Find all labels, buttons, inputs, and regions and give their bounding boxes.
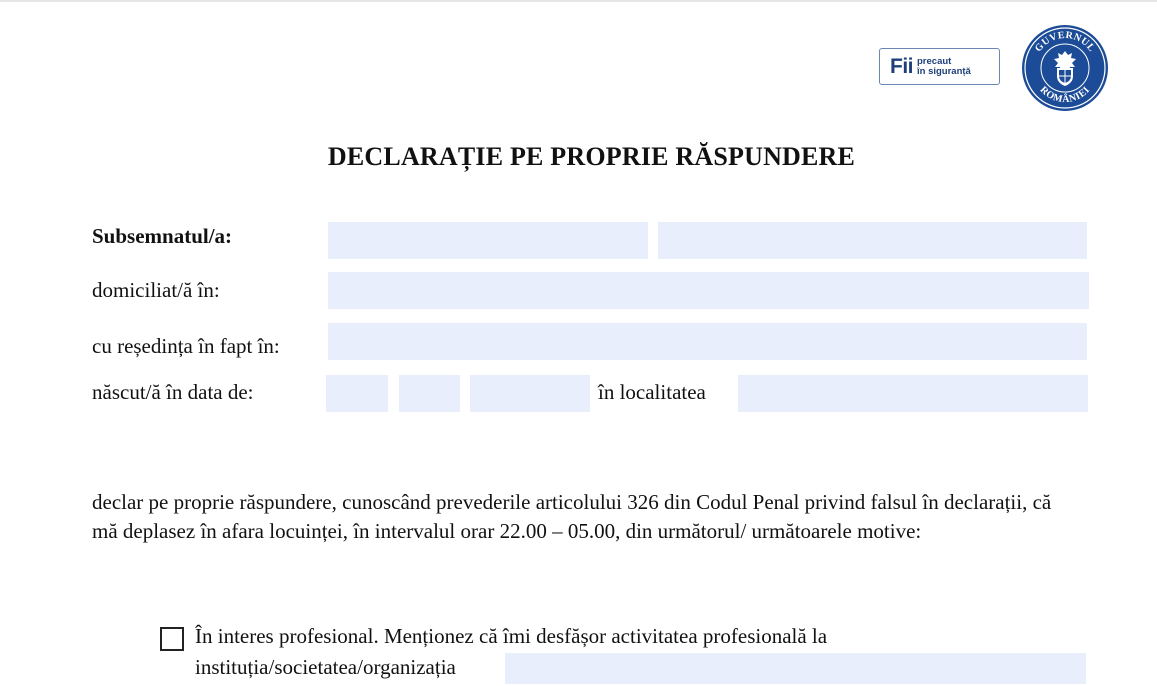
last-name-field[interactable]	[328, 222, 648, 259]
resedinta-label: cu reședința în fapt în:	[92, 334, 280, 358]
birth-day-field[interactable]	[326, 375, 388, 412]
option-line-1: În interes profesional. Menționez că îmi desfășor activitatea profesională la	[195, 624, 828, 648]
nascut-label: născut/ă în data de:	[92, 380, 254, 404]
birth-locality-field[interactable]	[738, 375, 1088, 412]
government-seal-logo	[1021, 24, 1109, 112]
first-name-field[interactable]	[658, 222, 1087, 259]
birth-month-field[interactable]	[399, 375, 460, 412]
birth-year-field[interactable]	[470, 375, 590, 412]
domiciliat-label: domiciliat/ă în:	[92, 278, 220, 302]
svg-text:ROMÂNIEI: ROMÂNIEI	[1037, 84, 1093, 106]
badge-caption	[917, 57, 971, 77]
svg-text:GUVERNUL: GUVERNUL	[1032, 29, 1098, 55]
domicile-address-field[interactable]	[328, 272, 1089, 309]
localitatea-label: în localitatea	[598, 380, 706, 404]
document-title: DECLARAȚIE PE PROPRIE RĂSPUNDERE	[327, 142, 856, 171]
fii-precaut-badge	[879, 48, 1000, 85]
badge-line-1: precaut	[917, 55, 952, 67]
professional-interest-checkbox[interactable]	[160, 627, 184, 651]
option-line-2: instituția/societatea/organizația	[195, 655, 456, 679]
declaration-paragraph: declar pe proprie răspundere, cunoscând prevederile articolului 326 din Codul Penal privind falsul în declarații, că mă deplasez în afara locuinței, în intervalul orar 22.00 – 05.00, din următorul/ următoarele motive:	[92, 490, 1052, 543]
organization-name-field[interactable]	[505, 653, 1086, 684]
subsemnatul-label: Subsemnatul/a:	[92, 224, 233, 248]
top-divider	[0, 0, 1157, 2]
residence-address-field[interactable]	[328, 323, 1087, 360]
badge-line-2: în siguranță	[917, 65, 971, 77]
badge-fii-text: Fii	[890, 54, 913, 78]
